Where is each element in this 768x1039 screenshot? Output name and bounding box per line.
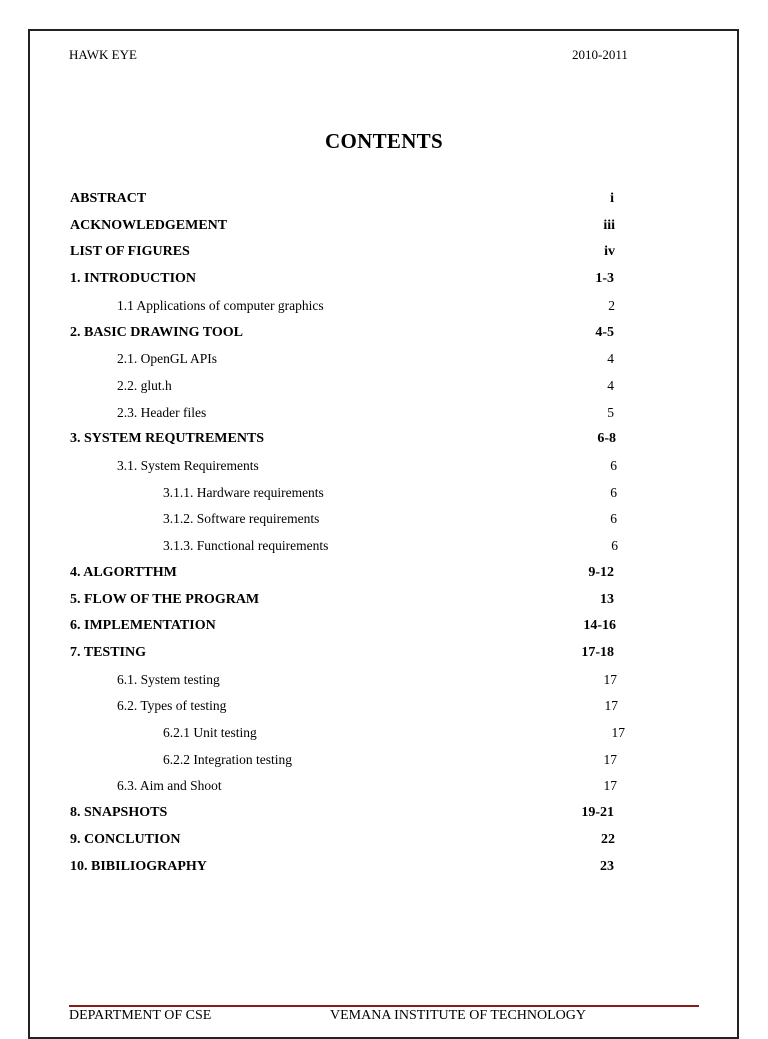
toc-entry <box>0 857 768 877</box>
toc-entry <box>0 376 768 396</box>
toc-entry-page: 1-3 <box>595 271 614 287</box>
toc-entry-page: 19-21 <box>581 805 614 821</box>
toc-entry <box>0 403 768 423</box>
toc-entry-page: 17 <box>603 751 617 767</box>
toc-entry-label: 6.2.1 Unit testing <box>163 725 257 740</box>
toc-entry <box>0 429 768 449</box>
toc-entry-label: 3. SYSTEM REQUTREMENTS <box>70 431 265 447</box>
header-year: 2010-2011 <box>572 47 628 62</box>
toc-entry-page: 2 <box>608 297 615 313</box>
toc-entry-label: 6. IMPLEMENTATION <box>70 618 216 634</box>
toc-entry-label: ABSTRACT <box>70 191 147 206</box>
toc-entry-label: 2. BASIC DRAWING TOOL <box>70 324 243 340</box>
toc-entry <box>0 830 768 850</box>
toc-entry-page: 13 <box>600 591 614 607</box>
toc-entry <box>0 803 768 823</box>
toc-entry-label: 8. SNAPSHOTS <box>70 805 168 821</box>
toc-entry-label: 10. BIBILIOGRAPHY <box>70 858 207 874</box>
toc-entry-label: ACKNOWLEDGEMENT <box>70 217 228 233</box>
toc-entry-page: 4 <box>607 377 614 393</box>
toc-entry-page: i <box>610 191 614 206</box>
toc-entry-label: 4. ALGORTTHM <box>70 564 177 580</box>
toc-entry-page: 23 <box>600 858 614 874</box>
page-title: CONTENTS <box>325 129 443 153</box>
toc-entry <box>0 750 768 770</box>
toc-entry-page: 5 <box>607 404 614 420</box>
toc-entry-label: 6.2.2 Integration testing <box>163 751 292 767</box>
toc-entry-label: 2.1. OpenGL APIs <box>117 351 217 367</box>
toc-entry-label: 3.1.2. Software requirements <box>163 511 320 527</box>
toc-entry-page: 4-5 <box>595 324 614 340</box>
footer-rule <box>69 1005 699 1007</box>
toc-entry <box>0 216 768 236</box>
toc-entry-page: 6-8 <box>597 431 616 447</box>
toc-entry <box>0 296 768 316</box>
toc-entry <box>0 483 768 503</box>
toc-entry-page: 17 <box>611 725 625 740</box>
toc-entry <box>0 509 768 529</box>
toc-entry <box>0 590 768 610</box>
toc-entry-page: 4 <box>607 351 614 367</box>
toc-entry <box>0 723 768 743</box>
toc-entry-page: 22 <box>601 831 615 847</box>
toc-entry-page: 6 <box>610 511 617 527</box>
toc-entry-page: 14-16 <box>583 618 616 634</box>
toc-entry <box>0 242 768 262</box>
toc-entry-label: 6.2. Types of testing <box>117 698 227 714</box>
footer-institute: VEMANA INSTITUTE OF TECHNOLOGY <box>330 1008 587 1023</box>
toc-entry <box>0 536 768 556</box>
toc-entry-label: 3.1.3. Functional requirements <box>163 538 329 554</box>
toc-entry-label: 6.3. Aim and Shoot <box>117 778 222 794</box>
toc-entry-page: 17 <box>604 698 618 714</box>
toc-entry <box>0 616 768 636</box>
toc-entry-label: 1. INTRODUCTION <box>70 271 197 287</box>
toc-entry-label: 6.1. System testing <box>117 671 220 687</box>
toc-entry-page: 17 <box>603 778 617 794</box>
toc-entry-label: LIST OF FIGURES <box>70 244 190 260</box>
toc-entry <box>0 456 768 476</box>
toc-entry <box>0 696 768 716</box>
toc-entry-page: 9-12 <box>588 564 614 580</box>
toc-entry-page: iv <box>604 244 615 260</box>
toc-entry-label: 2.2. glut.h <box>117 377 172 393</box>
toc-entry-page: iii <box>603 217 615 233</box>
toc-entry <box>0 670 768 690</box>
toc-entry <box>0 323 768 343</box>
toc-entry-label: 9. CONCLUTION <box>70 831 181 847</box>
toc-entry-label: 1.1 Applications of computer graphics <box>117 297 324 313</box>
toc-entry <box>0 563 768 583</box>
toc-entry-page: 6 <box>611 538 618 554</box>
toc-entry-label: 2.3. Header files <box>117 404 207 420</box>
header-project-name: HAWK EYE <box>69 47 137 62</box>
toc-entry <box>0 643 768 663</box>
toc-entry-page: 17-18 <box>581 644 614 660</box>
toc-entry <box>0 776 768 796</box>
toc-entry <box>0 349 768 369</box>
toc-entry-label: 3.1. System Requirements <box>117 458 259 473</box>
toc-entry <box>0 269 768 289</box>
toc-entry-page: 6 <box>610 484 617 500</box>
toc-entry-label: 7. TESTING <box>70 644 146 660</box>
toc-entry-page: 6 <box>610 458 617 473</box>
toc-entry-label: 3.1.1. Hardware requirements <box>163 484 324 500</box>
toc-entry-label: 5. FLOW OF THE PROGRAM <box>70 591 260 607</box>
toc-entry <box>0 189 768 209</box>
footer-department: DEPARTMENT OF CSE <box>69 1008 212 1023</box>
toc-entry-page: 17 <box>603 671 617 687</box>
